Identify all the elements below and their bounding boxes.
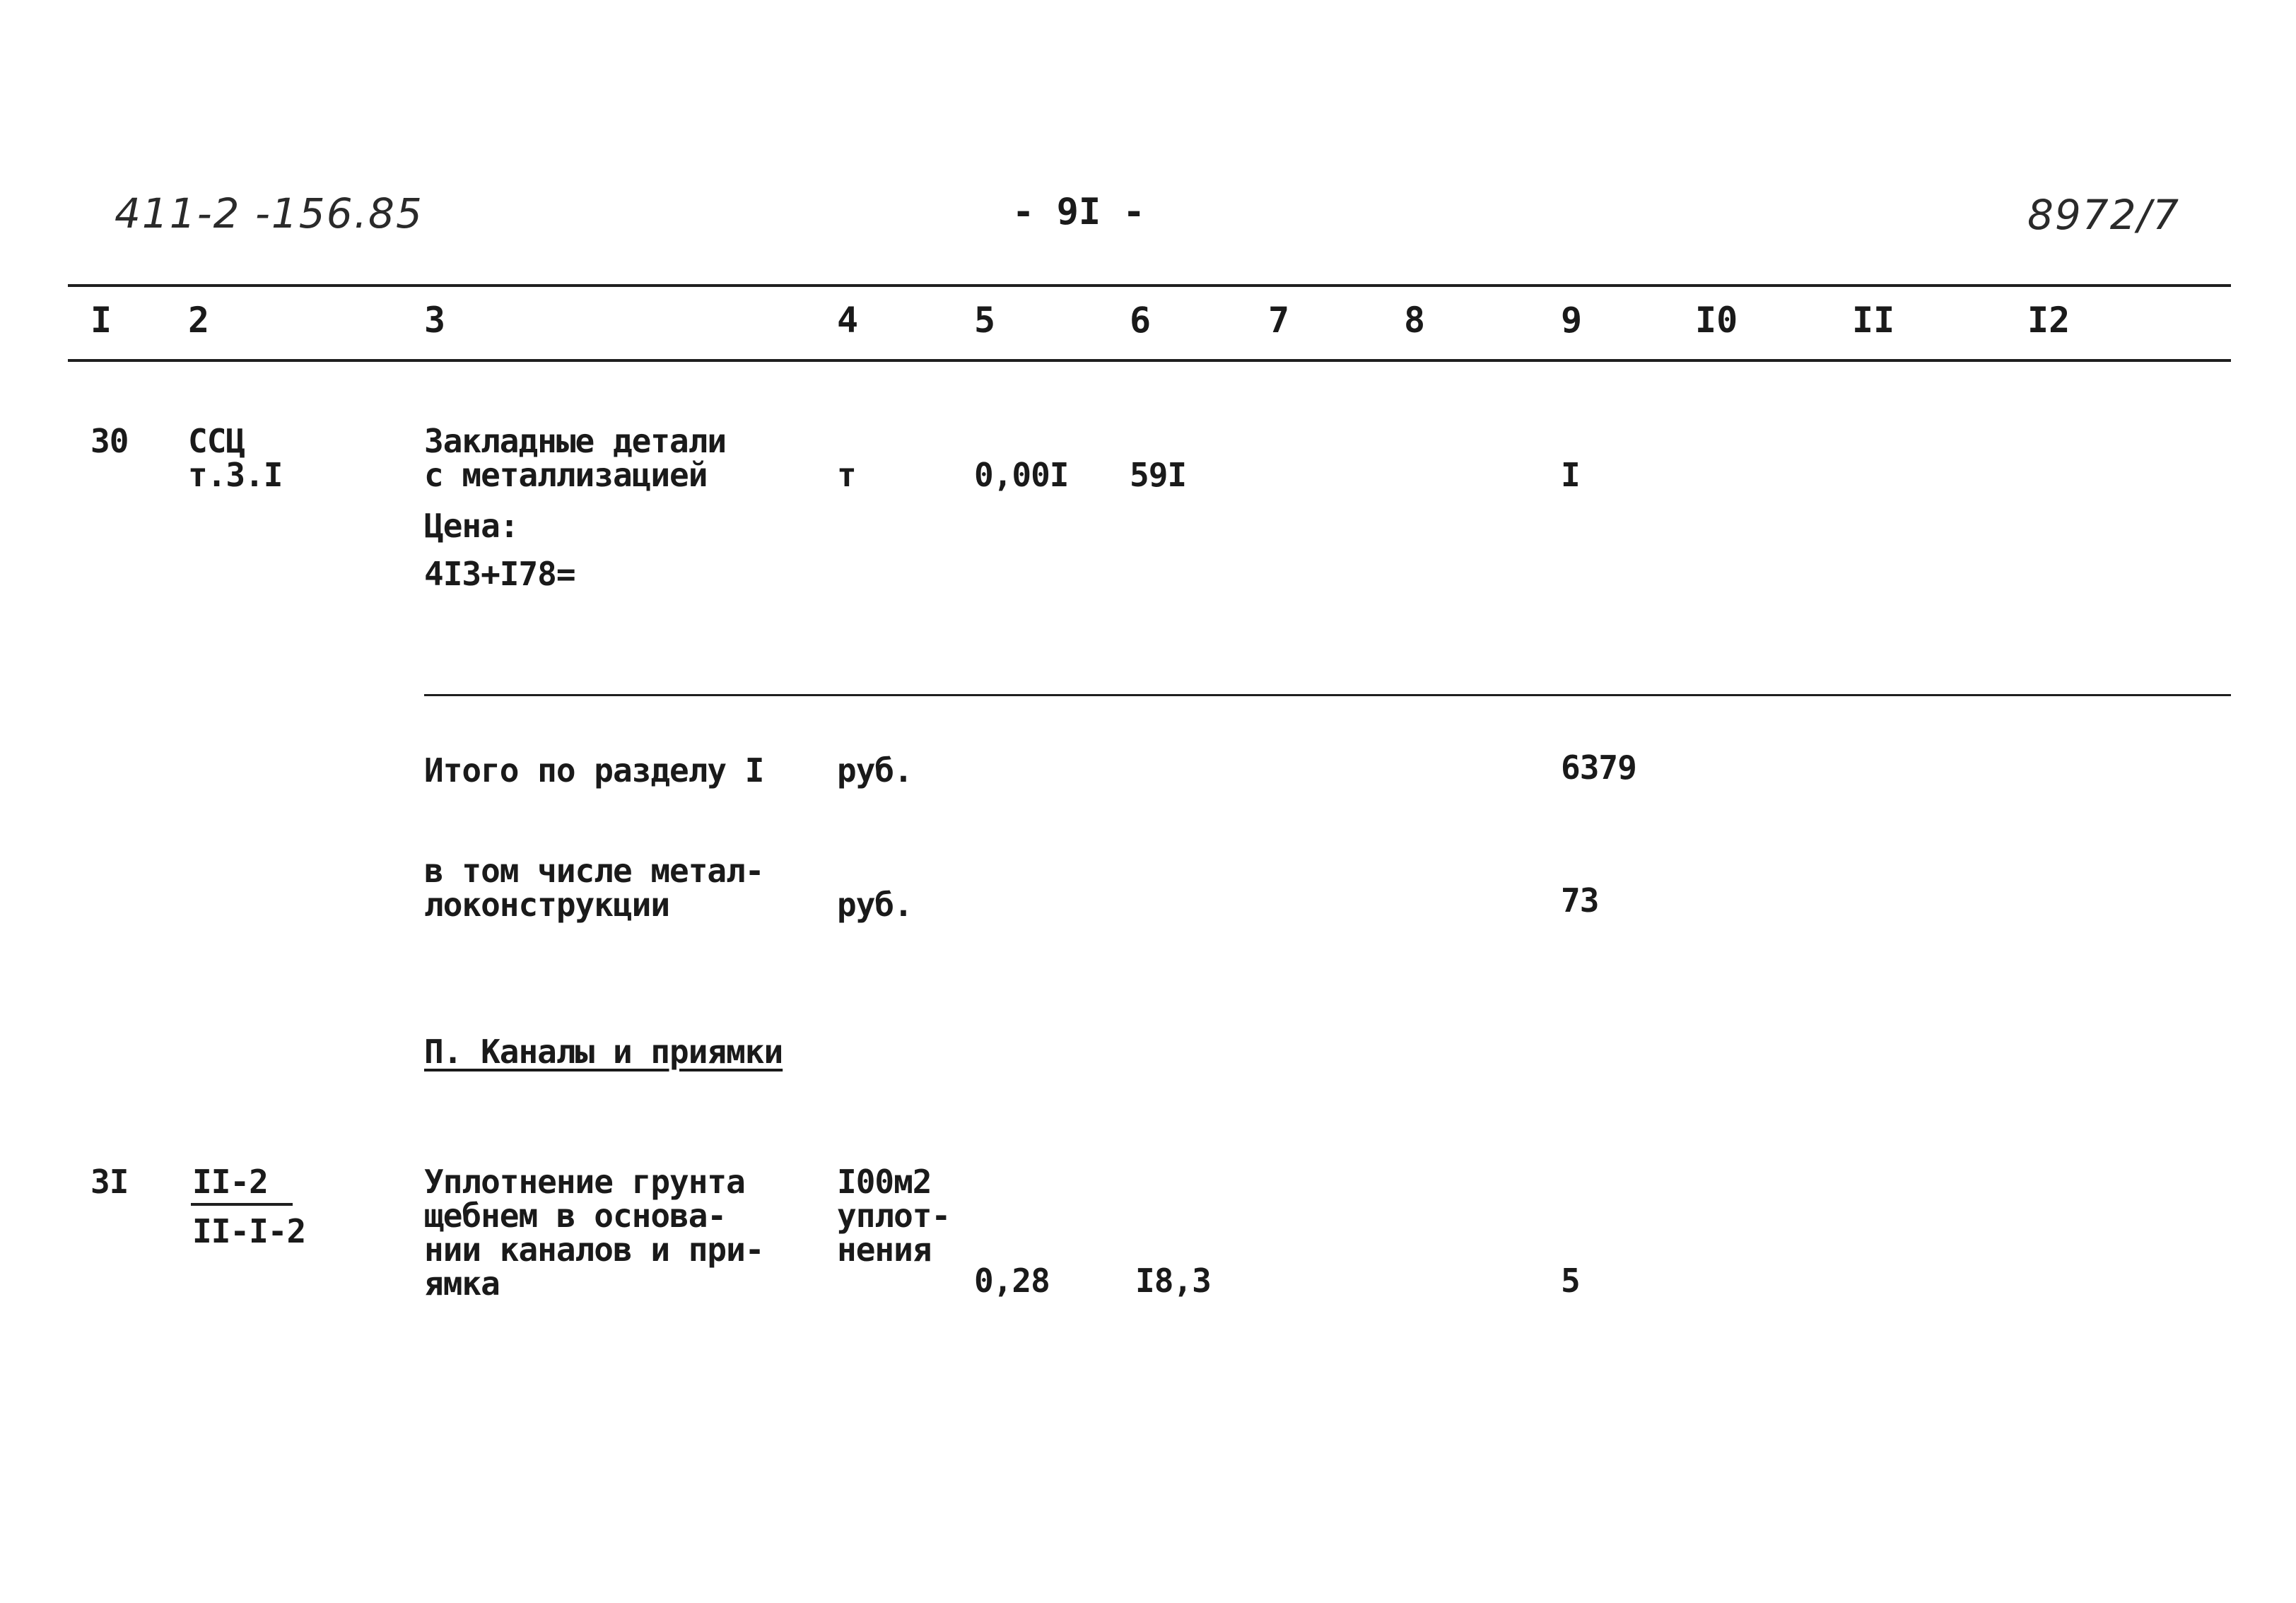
section-1-total-unit: руб. [837, 751, 913, 789]
row-31-reference-fraction-line [191, 1203, 293, 1206]
row-31-description [424, 1163, 764, 1303]
section-1-total-value: 6379 [1561, 748, 1636, 787]
column-header-2: 2 [188, 300, 210, 341]
row-30-price-label: Цена: [424, 507, 519, 545]
sheet-code: 8972/7 [2027, 191, 2181, 239]
column-header-5: 5 [974, 300, 996, 341]
row-31-number: 3I [90, 1163, 129, 1201]
row-31-unit-line-3: нения [837, 1231, 932, 1269]
column-header-8: 8 [1404, 300, 1426, 341]
column-header-11: II [1852, 300, 1895, 341]
row-31-total: 5 [1561, 1262, 1580, 1300]
column-header-6: 6 [1130, 300, 1152, 341]
metal-structures-label [424, 854, 764, 922]
page-number: - 9I - [1012, 191, 1145, 233]
row-30-description-line-2: с металлизацией [424, 456, 708, 494]
row-31-description-line-2: щебнем в основа- [424, 1197, 727, 1235]
row-31-reference-bottom: II-I-2 [192, 1212, 306, 1250]
row-31-unit [837, 1165, 950, 1267]
column-header-7: 7 [1268, 300, 1290, 341]
header-bottom-rule [68, 359, 2231, 362]
column-header-10: I0 [1695, 300, 1738, 341]
column-header-1: I [90, 300, 112, 341]
metal-structures-label-line-1: в том числе метал- [424, 852, 764, 890]
row-30-number: 30 [90, 422, 129, 460]
row-30-quantity: 0,00I [974, 456, 1069, 494]
metal-structures-label-line-2: локонструкции [424, 886, 670, 924]
subtotal-rule [424, 694, 2231, 696]
column-header-12: I2 [2027, 300, 2070, 341]
row-30-reference-line-2: т.3.I [188, 456, 283, 494]
row-31-quantity: 0,28 [974, 1262, 1050, 1300]
row-30-price-formula: 4I3+I78= [424, 555, 575, 593]
section-2-title: П. Каналы и приямки [424, 1033, 783, 1071]
row-30-description [424, 424, 726, 492]
row-30-unit-cost: 59I [1130, 456, 1187, 494]
row-31-description-line-3: нии каналов и при- [424, 1231, 764, 1269]
row-30-total: I [1561, 456, 1580, 494]
row-30-description-line-1: Закладные детали [424, 422, 727, 460]
row-31-reference-top: II-2 [192, 1163, 268, 1201]
row-31-description-line-1: Уплотнение грунта [424, 1163, 745, 1201]
column-header-4: 4 [837, 300, 859, 341]
header-top-rule [68, 284, 2231, 287]
row-30-unit: т [837, 456, 856, 494]
metal-structures-value: 73 [1561, 881, 1599, 920]
document-code: 411-2 -156.85 [115, 189, 423, 237]
section-1-total-label: Итого по разделу I [424, 751, 764, 789]
row-31-unit-line-1: I00м2 [837, 1163, 932, 1201]
column-header-9: 9 [1561, 300, 1583, 341]
row-31-unit-cost: I8,3 [1135, 1262, 1211, 1300]
column-header-3: 3 [424, 300, 446, 341]
row-30-reference [188, 424, 282, 492]
row-31-description-line-4: ямка [424, 1264, 500, 1303]
row-30-reference-line-1: ССЦ [188, 422, 245, 460]
row-31-unit-line-2: уплот- [837, 1197, 951, 1235]
metal-structures-unit: руб. [837, 886, 913, 924]
